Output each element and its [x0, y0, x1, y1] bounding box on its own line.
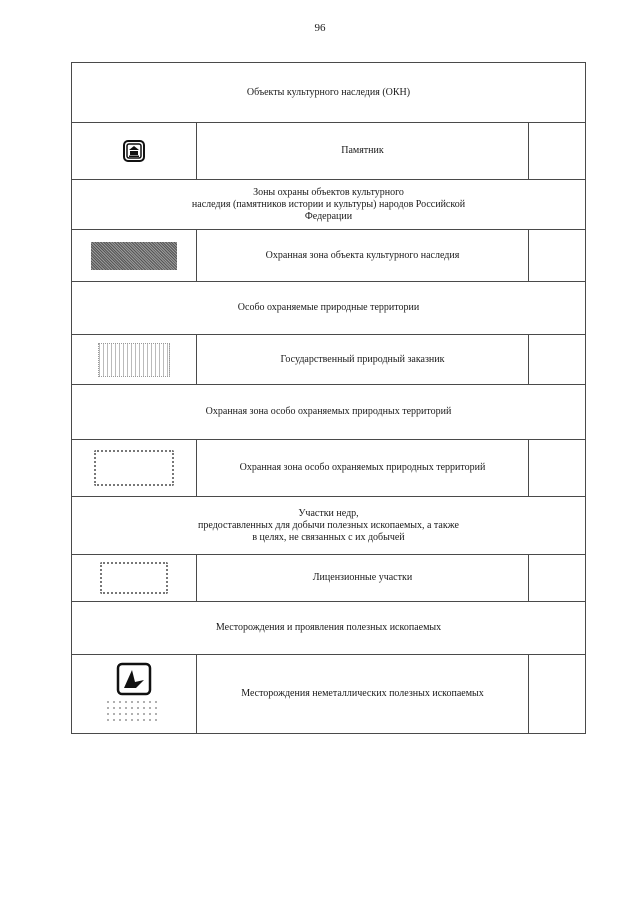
legend-row: [72, 123, 586, 180]
dotted-boundary-icon: [94, 450, 174, 486]
legend-section-header: [72, 282, 586, 335]
legend-row: [72, 555, 586, 602]
oopt-zone-label: Охранная зона особо охраняемых природных территорий: [197, 440, 529, 497]
legend-section-header: [72, 497, 586, 555]
legend-section-header: [72, 63, 586, 123]
deposit-icon: [104, 662, 164, 726]
okn-protection-zone-label: Охранная зона объекта культурного наследия: [197, 230, 529, 282]
legend-row: [72, 655, 586, 734]
deposits-header: Месторождения и проявления полезных ископаемых: [72, 602, 586, 655]
monument-label: Памятник: [197, 123, 529, 180]
okn-header: Объекты культурного наследия (ОКН): [72, 63, 586, 123]
hatched-area-icon: [91, 242, 177, 270]
okn-zones-header: Зоны охраны объектов культурного наследия (памятников истории и культуры) народов Российской Федерации: [72, 180, 586, 230]
reserve-area-icon: [98, 343, 170, 377]
oopt-header: Особо охраняемые природные территории: [72, 282, 586, 335]
subsoil-header: Участки недр, предоставленных для добычи полезных ископаемых, а также в целях, не связанных с их добычей: [72, 497, 586, 555]
page-number: 96: [314, 22, 326, 34]
zakaznik-label: Государственный природный заказник: [197, 335, 529, 385]
oopt-zone-header: Охранная зона особо охраняемых природных территорий: [72, 385, 586, 440]
monument-icon: [123, 140, 145, 162]
legend-section-header: [72, 180, 586, 230]
nonmetallic-label: Месторождения неметаллических полезных ископаемых: [197, 655, 529, 734]
legend-section-header: [72, 385, 586, 440]
license-area-icon: [100, 562, 168, 594]
legend-section-header: [72, 602, 586, 655]
legend-row: [72, 440, 586, 497]
legend-row: [72, 335, 586, 385]
license-label: Лицензионные участки: [197, 555, 529, 602]
legend-table: [71, 62, 586, 734]
legend-row: [72, 230, 586, 282]
